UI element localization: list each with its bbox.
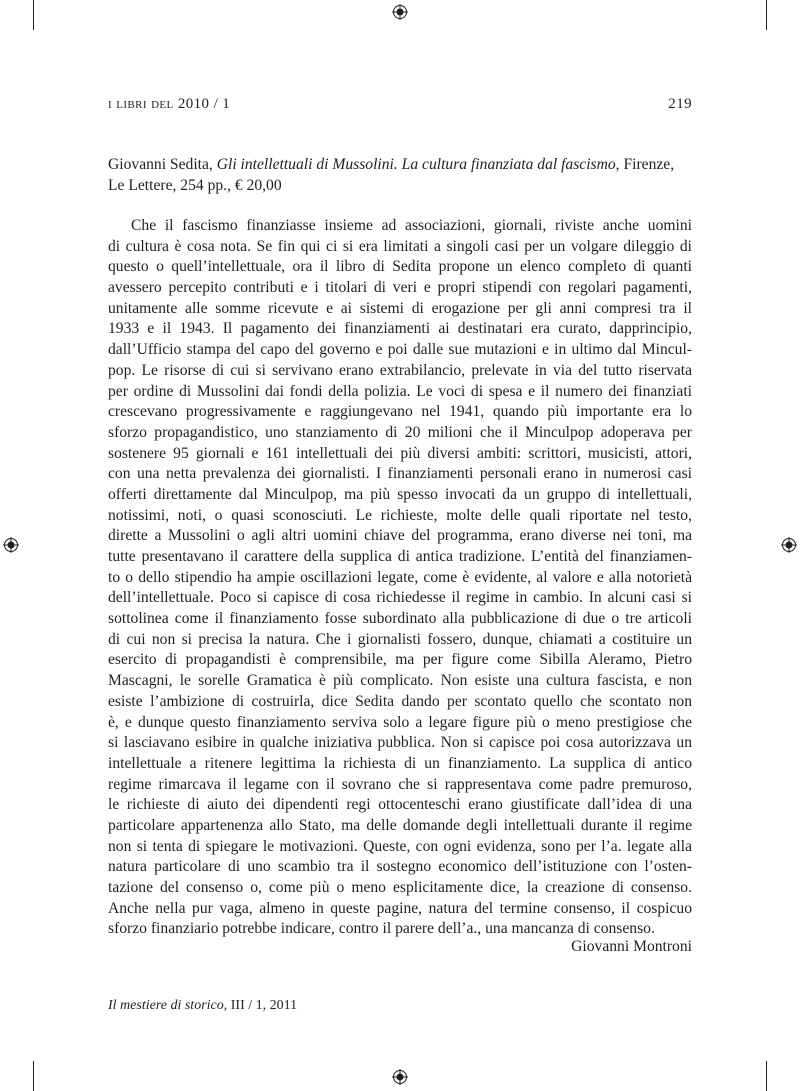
body-text-line: si lasciavano esibire in qualche iniziativa pubblica. Non si capisce poi cosa autorizzava un — [108, 734, 692, 752]
body-text-line: tutte presentavano il carattere della supplica di antica tradizione. L’entità del finanziamen- — [108, 548, 692, 565]
body-text-line: con una netta prevalenza dei giornalisti. I finanziamenti personali erano in numerosi casi — [108, 465, 692, 483]
page-footer — [108, 998, 297, 1014]
review-body — [108, 216, 692, 940]
footer-journal-title: Il mestiere di storico — [108, 998, 224, 1013]
body-text-line: di cui non si precisa la natura. Che i giornalisti fossero, dunque, chiamati a costituire un — [108, 630, 692, 648]
crop-mark-bottom-left — [33, 1061, 34, 1091]
crop-mark-bottom-right — [766, 1061, 767, 1091]
crop-mark-top-left — [33, 0, 34, 30]
running-head — [108, 96, 692, 116]
body-text-line: Mascagni, le sorelle Gramatica è più complicato. Non esiste una cultura fascista, e non — [108, 672, 692, 690]
body-text-line: esercito di propagandisti è comprensibile, ma per figure come Sibilla Aleramo, Pietro — [108, 651, 692, 669]
body-text-line: offerti direttamente dal Minculpop, ma più spesso invocati da un gruppo di intellettuali, — [108, 485, 692, 503]
body-text-line: sostenere 95 giornali e 161 intellettuali dei più diversi ambiti: scrittori, musicisti, attori, — [108, 444, 692, 462]
citation-place: , Firenze, — [615, 156, 675, 173]
body-text-line: particolare appartenenza allo Stato, ma delle domande degli intellettuali durante il regime — [108, 816, 692, 834]
registration-mark-icon — [3, 537, 19, 553]
body-text-line: intellettuale a ritenere legittima la richiesta di un finanziamento. La supplica di antico — [108, 754, 692, 772]
body-text-line: questo o quell’intellettuale, ora il libro di Sedita propone un elenco completo di quanti — [108, 258, 692, 276]
registration-mark-icon — [392, 4, 408, 20]
body-text-line: dall’Ufficio stampa del capo del governo e poi dalle sue mutazioni e in ultimo dal Mincul- — [108, 341, 692, 359]
body-text-line: unitamente alle somme ricevute e ai sistemi di erogazione per gli anni compresi tra il — [108, 299, 692, 317]
registration-mark-icon — [781, 537, 797, 553]
body-text-line: Anche nella pur vaga, almeno in queste pagine, natura del termine consenso, il cospicuo — [108, 899, 692, 917]
body-text-line: regime rimarcava il legame con il sovrano che si rappresentava come padre premuroso, — [108, 775, 692, 793]
body-text-line: le richieste di aiuto dei dipendenti regi ottocenteschi erano giustificate dall’idea di una — [108, 796, 692, 814]
body-text-line: Che il fascismo finanziasse insieme ad associazioni, giornali, riviste anche uomini — [131, 217, 692, 234]
citation-publisher: Le Lettere, 254 pp., € 20,00 — [108, 177, 282, 194]
body-text-line: avessero percepito contributi e i titolari di veri e propri stipendi con regolari pagamenti, — [108, 279, 692, 297]
body-text-line: sforzo finanziario potrebbe indicare, contro il parere dell’a., una mancanza di consenso. — [108, 920, 655, 938]
body-text-line: per ordine di Mussolini dai fondi della polizia. Le voci di spesa e il numero dei finanziati — [108, 382, 692, 400]
footer-issue: , III / 1, 2011 — [223, 998, 298, 1013]
body-text-line: sforzo propagandistico, uno stanziamento di 20 milioni che il Minculpop adoperava per — [108, 423, 692, 441]
reviewer-signature: Giovanni Montroni — [571, 938, 692, 955]
body-text-line: natura particolare di uno scambio tra il sostegno economico dell’istituzione con l’osten- — [108, 858, 692, 876]
body-text-line: tazione del consenso o, come più o meno esplicitamente dice, la creazione di consenso. — [108, 879, 692, 896]
body-text-line: esiste l’ambizione di costruirla, dice Sedita dando per scontato quello che scontato non — [108, 692, 692, 710]
body-text-line: dell’intellettuale. Poco si capisce di cosa richiedesse il regime in cambio. In alcuni casi si — [108, 589, 692, 607]
body-text-line: dirette a Mussolini o agli altri uomini chiave del programma, erano diverse nei toni, ma — [108, 527, 692, 545]
body-text-line: sottolinea come il finanziamento fosse subordinato alla pubblicazione di due o tre articoli — [108, 610, 692, 628]
body-text-line: non si tenta di spiegare le motivazioni. Queste, con ogni evidenza, sono per l’a. legate alla — [108, 837, 692, 855]
body-text-line: 1933 e il 1943. Il pagamento dei finanziamenti ai destinatari era curato, dapprincipio, — [108, 320, 692, 338]
body-text-line: to o dello stipendio ha ampie oscillazioni legate, come è evidente, al valore e alla notorietà — [108, 568, 692, 586]
body-text-line: crescevano progressivamente e raggiungevano nel 1941, quando più importante era lo — [108, 403, 692, 421]
page-number: 219 — [668, 96, 692, 112]
body-text-line: di cultura è cosa nota. Se fin qui ci si era limitati a singoli casi per un volgare dileggio di — [108, 237, 692, 255]
body-text-line: pop. Le risorse di cui si servivano erano extrabilancio, prelevate in via del tutto riservata — [108, 361, 692, 379]
crop-mark-top-right — [766, 0, 767, 30]
running-head-title: i libri del 2010 / 1 — [108, 96, 231, 112]
body-text-line: notissimi, noti, o quasi sconosciuti. Le richieste, molte delle quali riportate nel testo, — [108, 506, 692, 524]
body-text-line: è, e dunque questo finanziamento serviva solo a legare figure più o meno prestigiose che — [108, 713, 692, 731]
registration-mark-icon — [392, 1069, 408, 1085]
citation-author: Giovanni Sedita, — [108, 156, 213, 173]
book-citation — [108, 154, 692, 196]
citation-title: Gli intellettuali di Mussolini. La cultura finanziata dal fascismo — [216, 156, 616, 173]
